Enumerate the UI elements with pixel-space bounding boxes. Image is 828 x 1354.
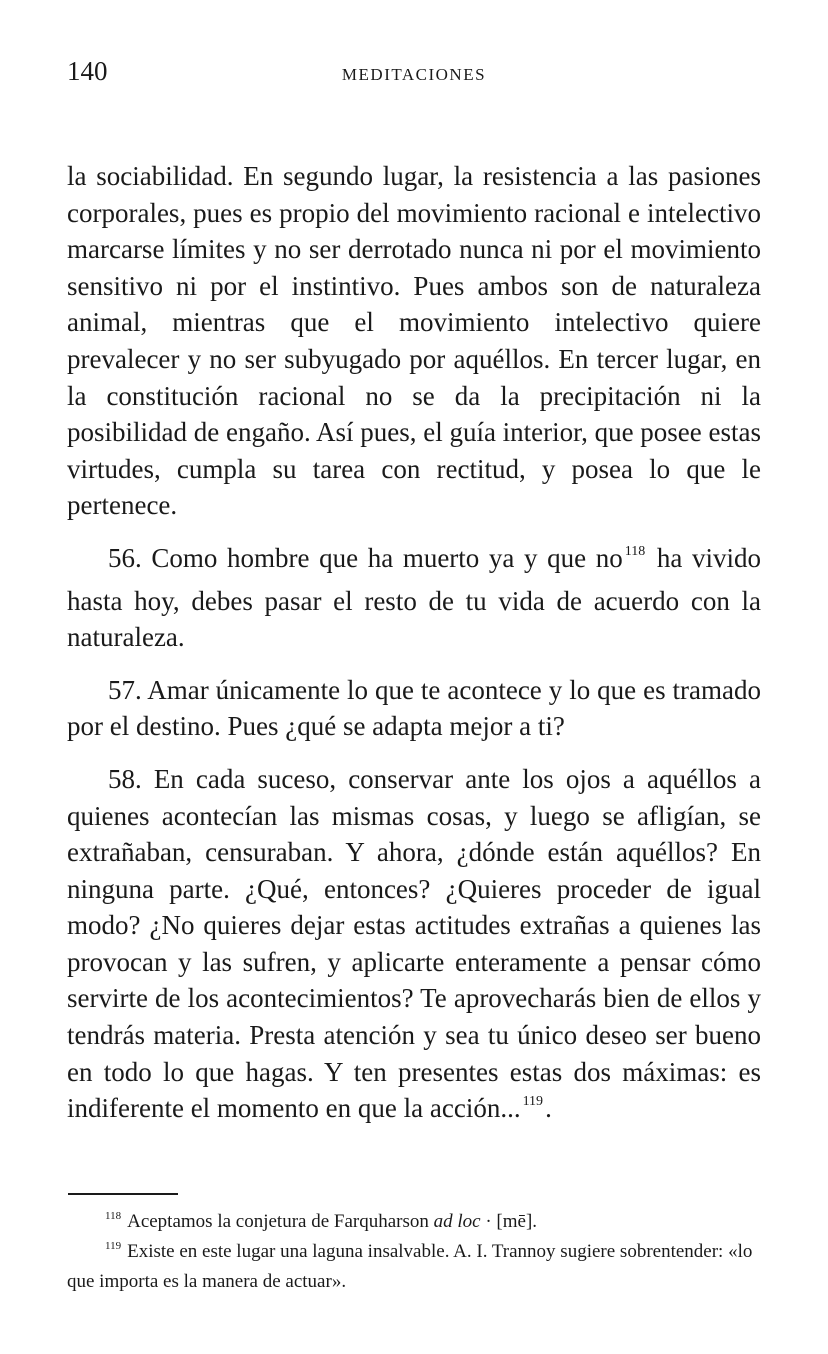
footnote-119-marker: 119 [105, 1240, 122, 1252]
page-number: 140 [67, 56, 108, 86]
paragraph-58-text: 58. En cada suceso, conservar ante los ojos a aquéllos a quienes acontecían las mismas cosas, y luego se afligían, se extrañaban, censuraban. Y ahora, ¿dónde están aquéllos? En ninguna parte. ¿Qué, entonces? ¿Quieres proceder de igual modo? ¿No quieres dejar estas actitudes extrañas a quienes las provocan y las sufren, y aplicarte enteramente a pensar cómo servirte de los acontecimientos? Te aprovecharás bien de ellos y tendrás materia. Presta atención y sea tu único deseo ser bueno en todo lo que hagas. Y ten presentes estas dos máximas: es indiferente el momento en que la acción... [67, 763, 761, 1124]
paragraph-58-period: . [545, 1093, 552, 1124]
footnote-ref-118: 118 [624, 543, 646, 559]
paragraph-58 [67, 761, 761, 1133]
footnote-119-text: Existe en este lugar una laguna insalvable. A. I. Trannoy sugiere sobrentender: «lo que importa es la manera de actuar». [67, 1241, 753, 1292]
main-text [67, 158, 761, 1133]
paragraph-57: 57. Amar únicamente lo que te acontece y lo que es tramado por el destino. Pues ¿qué se adapta mejor a ti? [67, 674, 761, 742]
footnote-divider [68, 1193, 178, 1195]
paragraph-56-text-start: 56. Como hombre que ha muerto ya y que no [108, 542, 623, 573]
footnote-118-tail: · [mē]. [480, 1211, 538, 1232]
paragraph-intro: la sociabilidad. En segundo lugar, la resistencia a las pasiones corporales, pues es propio del movimiento racional e intelectivo marcarse límites y no ser derrotado nunca ni por el movimiento sensitivo ni por el instintivo. Pues ambos son de naturaleza animal, mientras que el movimiento intelectivo quiere prevalecer y no ser subyugado por aquéllos. En tercer lugar, en la constitución racional no se da la precipitación ni la posibilidad de engaño. Así pues, el guía interior, que posee estas virtudes, cumpla su tarea con rectitud, y posea lo que le pertenece. [67, 161, 762, 521]
footnotes [67, 1208, 761, 1295]
footnote-118 [67, 1208, 761, 1238]
footnote-118-marker: 118 [105, 1210, 122, 1222]
running-title: MEDITACIONES [341, 65, 487, 84]
footnote-ref-119: 119 [522, 1094, 544, 1110]
footnote-118-text: Aceptamos la conjetura de Farquharson [127, 1211, 434, 1232]
paragraph-56-text-end: ha vivido hasta hoy, debes pasar el resto de tu vida de acuerdo con la naturaleza. [67, 542, 761, 653]
footnote-118-italic: ad loc [433, 1211, 481, 1232]
footnote-119 [67, 1238, 761, 1295]
paragraph-56 [67, 540, 761, 656]
